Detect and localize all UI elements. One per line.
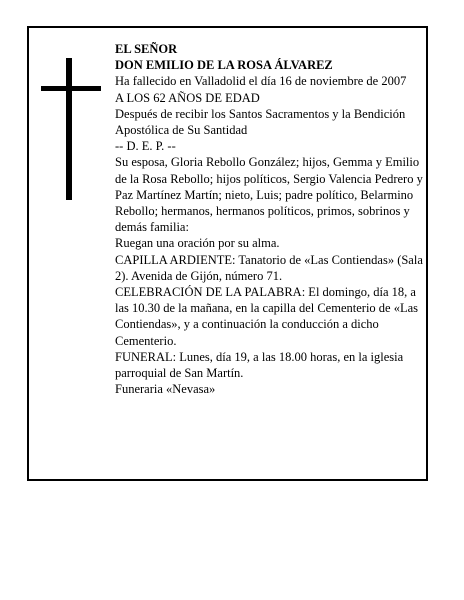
celebration-info: CELEBRACIÓN DE LA PALABRA: El domingo, día 18, a las 10.30 de la mañana, en la capilla del Cementerio de «Las Contiendas», y a continuación la conducción a dicho Cementerio. [115,285,419,348]
obituary-notice [27,26,428,481]
rip-line: -- D. E. P. -- [115,139,176,154]
cross-horizontal-bar [41,86,101,91]
notice-text [115,41,425,397]
chapel-info: CAPILLA ARDIENTE: Tanatorio de «Las Contiendas» (Sala 2). Avenida de Gijón, número 71. [115,252,423,283]
funeral-info: FUNERAL: Lunes, día 19, a las 18.00 horas, en la iglesia parroquial de San Martín. [115,349,404,381]
cross-icon [41,58,101,200]
funeral-home: Funeraria «Nevasa» [115,382,216,397]
header-title: EL SEÑOR [115,42,178,56]
age-line: A LOS 62 AÑOS DE EDAD [115,90,260,105]
deceased-name: DON EMILIO DE LA ROSA ÁLVAREZ [115,58,333,73]
sacraments-line: Después de recibir los Santos Sacramentos y la Bendición Apostólica de Su Santidad [115,106,406,138]
death-info: Ha fallecido en Valladolid el día 16 de noviembre de 2007 [115,74,407,89]
prayer-line: Ruegan una oración por su alma. [115,236,280,251]
family-list: Su esposa, Gloria Rebollo González; hijos, Gemma y Emilio de la Rosa Rebollo; hijos políticos, Sergio Valencia Pedrero y Paz Martínez Martín; nieto, Luis; padre político, Belarmino Rebollo; hermanos, hermanos políticos, primos, sobrinos y demás familia: [115,155,423,235]
cross-vertical-bar [66,58,72,200]
